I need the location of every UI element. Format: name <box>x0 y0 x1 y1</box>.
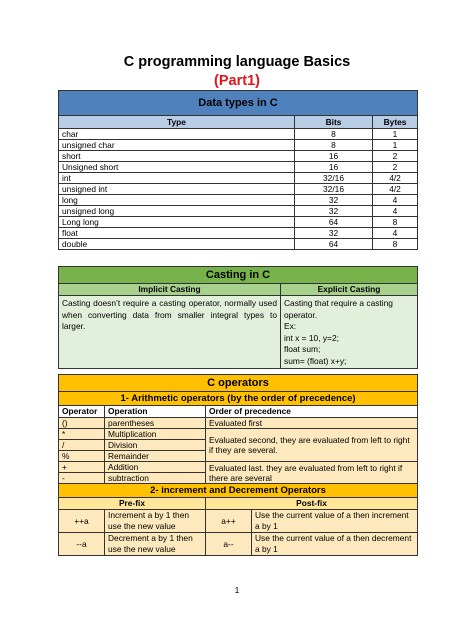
bits-cell: 8 <box>295 140 373 151</box>
explicit-line: int x = 10, y=2; <box>284 332 339 343</box>
bits-cell: 16 <box>295 151 373 162</box>
postfix-desc-cell: Use the current value of a then decrement a by 1 <box>252 533 418 556</box>
type-cell: int <box>59 173 295 184</box>
postfix-desc-cell: Use the current value of a then increment a by 1 <box>252 510 418 533</box>
prefix-op-cell: ++a <box>59 510 105 533</box>
precedence-cell: Evaluated first <box>206 418 418 429</box>
bits-cell: 8 <box>295 129 373 140</box>
table-row <box>59 533 418 556</box>
operator-cell: () <box>59 418 105 429</box>
operator-cell: + <box>59 462 105 473</box>
page-subtitle: (Part1) <box>214 73 260 89</box>
operation-cell: Addition <box>105 462 206 473</box>
explicit-line: Casting that require a casting operator. <box>284 298 393 320</box>
table-row <box>59 151 418 162</box>
operator-cell: * <box>59 429 105 440</box>
bits-cell: 16 <box>295 162 373 173</box>
col-operation: Operation <box>105 406 206 418</box>
page-number: 1 <box>234 585 240 595</box>
table-row <box>59 140 418 151</box>
operation-cell: subtraction <box>105 473 206 484</box>
data-types-table <box>58 90 418 250</box>
operation-cell: Division <box>105 440 206 451</box>
col-operator: Operator <box>59 406 105 418</box>
explicit-line: Ex: <box>284 321 297 331</box>
table-row <box>59 206 418 217</box>
operators-heading: C operators <box>59 375 418 392</box>
explicit-casting-label: Explicit Casting <box>281 284 418 296</box>
col-type: Type <box>59 116 295 129</box>
bits-cell: 32 <box>295 228 373 239</box>
precedence-cell: Evaluated last. they are evaluated from left to right if there are several <box>206 462 418 484</box>
implicit-casting-label: Implicit Casting <box>59 284 281 296</box>
type-cell: short <box>59 151 295 162</box>
type-cell: long <box>59 195 295 206</box>
explicit-casting-text <box>281 296 418 369</box>
type-cell: Long long <box>59 217 295 228</box>
table-row <box>59 184 418 195</box>
bytes-cell: 4/2 <box>373 184 418 195</box>
explicit-line: sum= (float) x+y; <box>284 355 347 366</box>
type-cell: Unsigned short <box>59 162 295 173</box>
prefix-op-cell: --a <box>59 533 105 556</box>
table-row <box>59 228 418 239</box>
type-cell: double <box>59 239 295 250</box>
type-cell: char <box>59 129 295 140</box>
type-cell: unsigned int <box>59 184 295 195</box>
incdec-heading: 2- increment and Decrement Operators <box>59 484 418 498</box>
col-bits: Bits <box>295 116 373 129</box>
table-row <box>59 510 418 533</box>
bytes-cell: 4 <box>373 195 418 206</box>
operators-table <box>58 374 418 556</box>
implicit-casting-text: Casting doesn’t require a casting operator, normally used when converting data from smaller integral types to larger. <box>59 296 281 369</box>
operator-cell: % <box>59 451 105 462</box>
col-precedence: Order of precedence <box>206 406 418 418</box>
bits-cell: 32 <box>295 195 373 206</box>
postfix-label: Post-fix <box>206 498 418 510</box>
table-row <box>59 217 418 228</box>
bytes-cell: 8 <box>373 217 418 228</box>
bytes-cell: 4/2 <box>373 173 418 184</box>
arithmetic-heading: 1- Arithmetic operators (by the order of precedence) <box>59 392 418 406</box>
prefix-desc-cell: Increment a by 1 then use the new value <box>105 510 206 533</box>
bytes-cell: 1 <box>373 140 418 151</box>
table-row <box>59 162 418 173</box>
table-row <box>59 462 418 473</box>
type-cell: unsigned long <box>59 206 295 217</box>
table-row <box>59 239 418 250</box>
operation-cell: Remainder <box>105 451 206 462</box>
bytes-cell: 4 <box>373 206 418 217</box>
type-cell: float <box>59 228 295 239</box>
bits-cell: 32/16 <box>295 184 373 195</box>
casting-table <box>58 266 418 369</box>
bits-cell: 32 <box>295 206 373 217</box>
explicit-line: float sum; <box>284 344 321 354</box>
bytes-cell: 1 <box>373 129 418 140</box>
bytes-cell: 2 <box>373 162 418 173</box>
page-title: C programming language Basics <box>123 54 351 70</box>
data-types-heading: Data types in C <box>59 91 418 116</box>
table-row <box>59 195 418 206</box>
bits-cell: 32/16 <box>295 173 373 184</box>
type-cell: unsigned char <box>59 140 295 151</box>
operation-cell: Multiplication <box>105 429 206 440</box>
table-row <box>59 429 418 440</box>
operator-cell: - <box>59 473 105 484</box>
postfix-op-cell: a++ <box>206 510 252 533</box>
bytes-cell: 4 <box>373 228 418 239</box>
casting-heading: Casting in C <box>59 267 418 284</box>
table-row <box>59 129 418 140</box>
table-row <box>59 418 418 429</box>
bytes-cell: 8 <box>373 239 418 250</box>
bits-cell: 64 <box>295 239 373 250</box>
postfix-op-cell: a-- <box>206 533 252 556</box>
table-row <box>59 173 418 184</box>
prefix-label: Pre-fix <box>59 498 206 510</box>
precedence-cell: Evaluated second, they are evaluated from left to right if they are several. <box>206 429 418 462</box>
bytes-cell: 2 <box>373 151 418 162</box>
col-bytes: Bytes <box>373 116 418 129</box>
prefix-desc-cell: Decrement a by 1 then use the new value <box>105 533 206 556</box>
bits-cell: 64 <box>295 217 373 228</box>
operation-cell: parentheses <box>105 418 206 429</box>
operator-cell: / <box>59 440 105 451</box>
